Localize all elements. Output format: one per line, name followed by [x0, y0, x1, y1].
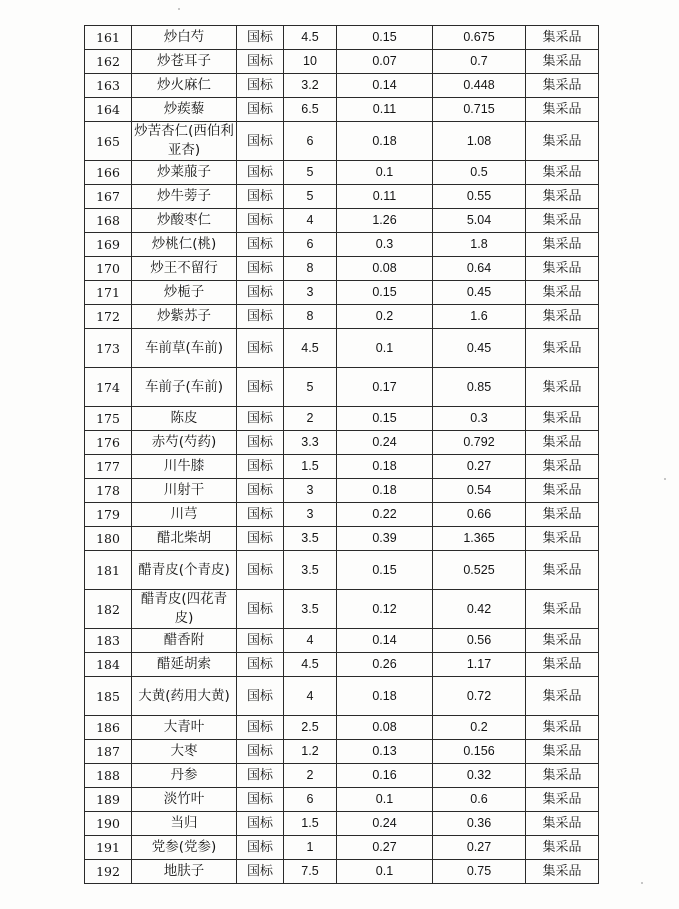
unit-price-cell: 0.18: [337, 455, 433, 479]
row-number-cell: 162: [85, 50, 132, 74]
standard-cell: 国标: [237, 74, 284, 98]
unit-price-cell: 0.08: [337, 257, 433, 281]
quantity-cell: 4: [284, 677, 337, 716]
category-cell: 集采品: [526, 677, 599, 716]
herb-name-cell: 地肤子: [132, 860, 237, 884]
standard-cell: 国标: [237, 305, 284, 329]
quantity-cell: 1: [284, 836, 337, 860]
row-number-cell: 161: [85, 26, 132, 50]
quantity-cell: 3: [284, 479, 337, 503]
amount-cell: 0.54: [433, 479, 526, 503]
amount-cell: 0.27: [433, 836, 526, 860]
amount-cell: 0.6: [433, 788, 526, 812]
unit-price-cell: 0.18: [337, 479, 433, 503]
row-number-cell: 167: [85, 185, 132, 209]
row-number-cell: 163: [85, 74, 132, 98]
quantity-cell: 2: [284, 764, 337, 788]
amount-cell: 0.85: [433, 368, 526, 407]
standard-cell: 国标: [237, 788, 284, 812]
category-cell: 集采品: [526, 455, 599, 479]
row-number-cell: 169: [85, 233, 132, 257]
row-number-cell: 186: [85, 716, 132, 740]
table-row: [85, 98, 599, 122]
category-cell: 集采品: [526, 740, 599, 764]
herb-name-cell: 淡竹叶: [132, 788, 237, 812]
herb-name-cell: 大枣: [132, 740, 237, 764]
category-cell: 集采品: [526, 716, 599, 740]
category-cell: 集采品: [526, 161, 599, 185]
row-number-cell: 175: [85, 407, 132, 431]
standard-cell: 国标: [237, 812, 284, 836]
quantity-cell: 3: [284, 281, 337, 305]
category-cell: 集采品: [526, 26, 599, 50]
row-number-cell: 185: [85, 677, 132, 716]
herb-name-cell: 炒王不留行: [132, 257, 237, 281]
row-number-cell: 171: [85, 281, 132, 305]
unit-price-cell: 0.22: [337, 503, 433, 527]
standard-cell: 国标: [237, 479, 284, 503]
row-number-cell: 172: [85, 305, 132, 329]
amount-cell: 5.04: [433, 209, 526, 233]
quantity-cell: 4.5: [284, 26, 337, 50]
category-cell: 集采品: [526, 836, 599, 860]
table-row: [85, 860, 599, 884]
amount-cell: 0.156: [433, 740, 526, 764]
table-row: [85, 503, 599, 527]
unit-price-cell: 0.17: [337, 368, 433, 407]
herb-name-cell: 炒白芍: [132, 26, 237, 50]
herb-name-cell: 炒桃仁(桃): [132, 233, 237, 257]
standard-cell: 国标: [237, 257, 284, 281]
quantity-cell: 3.2: [284, 74, 337, 98]
standard-cell: 国标: [237, 209, 284, 233]
herb-name-cell: 炒苍耳子: [132, 50, 237, 74]
amount-cell: 0.36: [433, 812, 526, 836]
amount-cell: 0.675: [433, 26, 526, 50]
standard-cell: 国标: [237, 368, 284, 407]
quantity-cell: 6.5: [284, 98, 337, 122]
row-number-cell: 178: [85, 479, 132, 503]
unit-price-cell: 0.12: [337, 590, 433, 629]
category-cell: 集采品: [526, 257, 599, 281]
standard-cell: 国标: [237, 590, 284, 629]
unit-price-cell: 0.14: [337, 629, 433, 653]
amount-cell: 0.3: [433, 407, 526, 431]
standard-cell: 国标: [237, 281, 284, 305]
table-row: [85, 551, 599, 590]
standard-cell: 国标: [237, 527, 284, 551]
standard-cell: 国标: [237, 503, 284, 527]
category-cell: 集采品: [526, 98, 599, 122]
amount-cell: 0.45: [433, 329, 526, 368]
quantity-cell: 4.5: [284, 653, 337, 677]
quantity-cell: 6: [284, 788, 337, 812]
unit-price-cell: 0.15: [337, 407, 433, 431]
quantity-cell: 10: [284, 50, 337, 74]
amount-cell: 0.27: [433, 455, 526, 479]
unit-price-cell: 0.1: [337, 329, 433, 368]
category-cell: 集采品: [526, 764, 599, 788]
unit-price-cell: 0.24: [337, 812, 433, 836]
unit-price-cell: 0.11: [337, 185, 433, 209]
category-cell: 集采品: [526, 527, 599, 551]
unit-price-cell: 0.15: [337, 26, 433, 50]
unit-price-cell: 0.2: [337, 305, 433, 329]
row-number-cell: 191: [85, 836, 132, 860]
table-row: [85, 209, 599, 233]
category-cell: 集采品: [526, 233, 599, 257]
herb-name-cell: 川牛膝: [132, 455, 237, 479]
amount-cell: 0.55: [433, 185, 526, 209]
standard-cell: 国标: [237, 98, 284, 122]
unit-price-cell: 0.16: [337, 764, 433, 788]
unit-price-cell: 0.27: [337, 836, 433, 860]
row-number-cell: 180: [85, 527, 132, 551]
category-cell: 集采品: [526, 281, 599, 305]
quantity-cell: 5: [284, 185, 337, 209]
amount-cell: 0.792: [433, 431, 526, 455]
table-row: [85, 407, 599, 431]
unit-price-cell: 0.24: [337, 431, 433, 455]
herb-name-cell: 炒栀子: [132, 281, 237, 305]
unit-price-cell: 0.39: [337, 527, 433, 551]
table-row: [85, 590, 599, 629]
herb-name-cell: 炒莱菔子: [132, 161, 237, 185]
category-cell: 集采品: [526, 479, 599, 503]
amount-cell: 1.8: [433, 233, 526, 257]
unit-price-cell: 0.26: [337, 653, 433, 677]
row-number-cell: 173: [85, 329, 132, 368]
table-row: [85, 740, 599, 764]
herb-name-cell: 醋香附: [132, 629, 237, 653]
table-row: [85, 329, 599, 368]
scan-speck: [178, 8, 180, 10]
unit-price-cell: 0.1: [337, 860, 433, 884]
quantity-cell: 4.5: [284, 329, 337, 368]
table-row: [85, 527, 599, 551]
herb-name-cell: 大青叶: [132, 716, 237, 740]
row-number-cell: 189: [85, 788, 132, 812]
category-cell: 集采品: [526, 788, 599, 812]
row-number-cell: 190: [85, 812, 132, 836]
herb-name-cell: 炒牛蒡子: [132, 185, 237, 209]
standard-cell: 国标: [237, 431, 284, 455]
table-row: [85, 788, 599, 812]
herb-name-cell: 炒蒺藜: [132, 98, 237, 122]
herb-name-cell: 川芎: [132, 503, 237, 527]
table-row: [85, 653, 599, 677]
row-number-cell: 165: [85, 122, 132, 161]
standard-cell: 国标: [237, 740, 284, 764]
herb-name-cell: 炒紫苏子: [132, 305, 237, 329]
standard-cell: 国标: [237, 629, 284, 653]
quantity-cell: 1.2: [284, 740, 337, 764]
quantity-cell: 1.5: [284, 812, 337, 836]
category-cell: 集采品: [526, 305, 599, 329]
amount-cell: 0.715: [433, 98, 526, 122]
category-cell: 集采品: [526, 551, 599, 590]
unit-price-cell: 0.18: [337, 677, 433, 716]
herb-name-cell: 党参(党参): [132, 836, 237, 860]
unit-price-cell: 0.1: [337, 788, 433, 812]
herb-name-cell: 车前草(车前): [132, 329, 237, 368]
category-cell: 集采品: [526, 185, 599, 209]
herb-price-table: [84, 25, 599, 884]
amount-cell: 0.45: [433, 281, 526, 305]
row-number-cell: 179: [85, 503, 132, 527]
unit-price-cell: 0.08: [337, 716, 433, 740]
table-row: [85, 161, 599, 185]
quantity-cell: 3: [284, 503, 337, 527]
unit-price-cell: 1.26: [337, 209, 433, 233]
unit-price-cell: 0.15: [337, 281, 433, 305]
standard-cell: 国标: [237, 26, 284, 50]
table-row: [85, 233, 599, 257]
category-cell: 集采品: [526, 590, 599, 629]
table-row: [85, 74, 599, 98]
scan-speck: [641, 882, 643, 884]
amount-cell: 0.2: [433, 716, 526, 740]
unit-price-cell: 0.3: [337, 233, 433, 257]
table-row: [85, 185, 599, 209]
amount-cell: 0.75: [433, 860, 526, 884]
amount-cell: 0.448: [433, 74, 526, 98]
row-number-cell: 181: [85, 551, 132, 590]
unit-price-cell: 0.1: [337, 161, 433, 185]
amount-cell: 0.525: [433, 551, 526, 590]
standard-cell: 国标: [237, 407, 284, 431]
table-row: [85, 812, 599, 836]
table-row: [85, 479, 599, 503]
table-body: [85, 26, 599, 884]
quantity-cell: 8: [284, 257, 337, 281]
row-number-cell: 188: [85, 764, 132, 788]
herb-name-cell: 丹参: [132, 764, 237, 788]
table-row: [85, 257, 599, 281]
herb-name-cell: 大黄(药用大黄): [132, 677, 237, 716]
quantity-cell: 3.5: [284, 527, 337, 551]
standard-cell: 国标: [237, 233, 284, 257]
quantity-cell: 3.3: [284, 431, 337, 455]
amount-cell: 0.72: [433, 677, 526, 716]
quantity-cell: 3.5: [284, 551, 337, 590]
unit-price-cell: 0.15: [337, 551, 433, 590]
quantity-cell: 5: [284, 368, 337, 407]
standard-cell: 国标: [237, 716, 284, 740]
row-number-cell: 166: [85, 161, 132, 185]
herb-name-cell: 炒酸枣仁: [132, 209, 237, 233]
category-cell: 集采品: [526, 503, 599, 527]
table-row: [85, 368, 599, 407]
scan-speck: [664, 478, 666, 480]
unit-price-cell: 0.13: [337, 740, 433, 764]
herb-name-cell: 醋青皮(四花青皮): [132, 590, 237, 629]
quantity-cell: 7.5: [284, 860, 337, 884]
category-cell: 集采品: [526, 122, 599, 161]
herb-name-cell: 醋北柴胡: [132, 527, 237, 551]
table-row: [85, 764, 599, 788]
table-row: [85, 122, 599, 161]
standard-cell: 国标: [237, 161, 284, 185]
category-cell: 集采品: [526, 431, 599, 455]
row-number-cell: 192: [85, 860, 132, 884]
standard-cell: 国标: [237, 329, 284, 368]
table-row: [85, 677, 599, 716]
table-row: [85, 50, 599, 74]
unit-price-cell: 0.18: [337, 122, 433, 161]
amount-cell: 1.17: [433, 653, 526, 677]
herb-name-cell: 赤芍(芍药): [132, 431, 237, 455]
herb-name-cell: 当归: [132, 812, 237, 836]
herb-name-cell: 炒苦杏仁(西伯利亚杏): [132, 122, 237, 161]
quantity-cell: 2.5: [284, 716, 337, 740]
category-cell: 集采品: [526, 209, 599, 233]
table-row: [85, 305, 599, 329]
table-row: [85, 836, 599, 860]
standard-cell: 国标: [237, 836, 284, 860]
category-cell: 集采品: [526, 329, 599, 368]
amount-cell: 1.6: [433, 305, 526, 329]
herb-name-cell: 醋青皮(个青皮): [132, 551, 237, 590]
category-cell: 集采品: [526, 812, 599, 836]
amount-cell: 0.5: [433, 161, 526, 185]
category-cell: 集采品: [526, 629, 599, 653]
category-cell: 集采品: [526, 74, 599, 98]
table-row: [85, 455, 599, 479]
standard-cell: 国标: [237, 764, 284, 788]
amount-cell: 0.32: [433, 764, 526, 788]
quantity-cell: 6: [284, 233, 337, 257]
row-number-cell: 164: [85, 98, 132, 122]
category-cell: 集采品: [526, 368, 599, 407]
row-number-cell: 176: [85, 431, 132, 455]
herb-name-cell: 川射干: [132, 479, 237, 503]
table-row: [85, 26, 599, 50]
quantity-cell: 4: [284, 629, 337, 653]
amount-cell: 0.66: [433, 503, 526, 527]
standard-cell: 国标: [237, 185, 284, 209]
herb-name-cell: 醋延胡索: [132, 653, 237, 677]
table-row: [85, 431, 599, 455]
table-row: [85, 716, 599, 740]
row-number-cell: 184: [85, 653, 132, 677]
quantity-cell: 4: [284, 209, 337, 233]
amount-cell: 1.08: [433, 122, 526, 161]
category-cell: 集采品: [526, 653, 599, 677]
herb-name-cell: 陈皮: [132, 407, 237, 431]
row-number-cell: 174: [85, 368, 132, 407]
standard-cell: 国标: [237, 860, 284, 884]
amount-cell: 0.64: [433, 257, 526, 281]
standard-cell: 国标: [237, 50, 284, 74]
table-row: [85, 629, 599, 653]
category-cell: 集采品: [526, 407, 599, 431]
quantity-cell: 6: [284, 122, 337, 161]
quantity-cell: 2: [284, 407, 337, 431]
row-number-cell: 170: [85, 257, 132, 281]
unit-price-cell: 0.14: [337, 74, 433, 98]
row-number-cell: 187: [85, 740, 132, 764]
quantity-cell: 5: [284, 161, 337, 185]
standard-cell: 国标: [237, 551, 284, 590]
row-number-cell: 177: [85, 455, 132, 479]
unit-price-cell: 0.11: [337, 98, 433, 122]
standard-cell: 国标: [237, 455, 284, 479]
amount-cell: 0.56: [433, 629, 526, 653]
standard-cell: 国标: [237, 653, 284, 677]
herb-name-cell: 炒火麻仁: [132, 74, 237, 98]
category-cell: 集采品: [526, 860, 599, 884]
amount-cell: 0.42: [433, 590, 526, 629]
quantity-cell: 8: [284, 305, 337, 329]
row-number-cell: 182: [85, 590, 132, 629]
standard-cell: 国标: [237, 677, 284, 716]
amount-cell: 0.7: [433, 50, 526, 74]
quantity-cell: 3.5: [284, 590, 337, 629]
herb-name-cell: 车前子(车前): [132, 368, 237, 407]
quantity-cell: 1.5: [284, 455, 337, 479]
standard-cell: 国标: [237, 122, 284, 161]
unit-price-cell: 0.07: [337, 50, 433, 74]
table-row: [85, 281, 599, 305]
category-cell: 集采品: [526, 50, 599, 74]
amount-cell: 1.365: [433, 527, 526, 551]
row-number-cell: 168: [85, 209, 132, 233]
row-number-cell: 183: [85, 629, 132, 653]
